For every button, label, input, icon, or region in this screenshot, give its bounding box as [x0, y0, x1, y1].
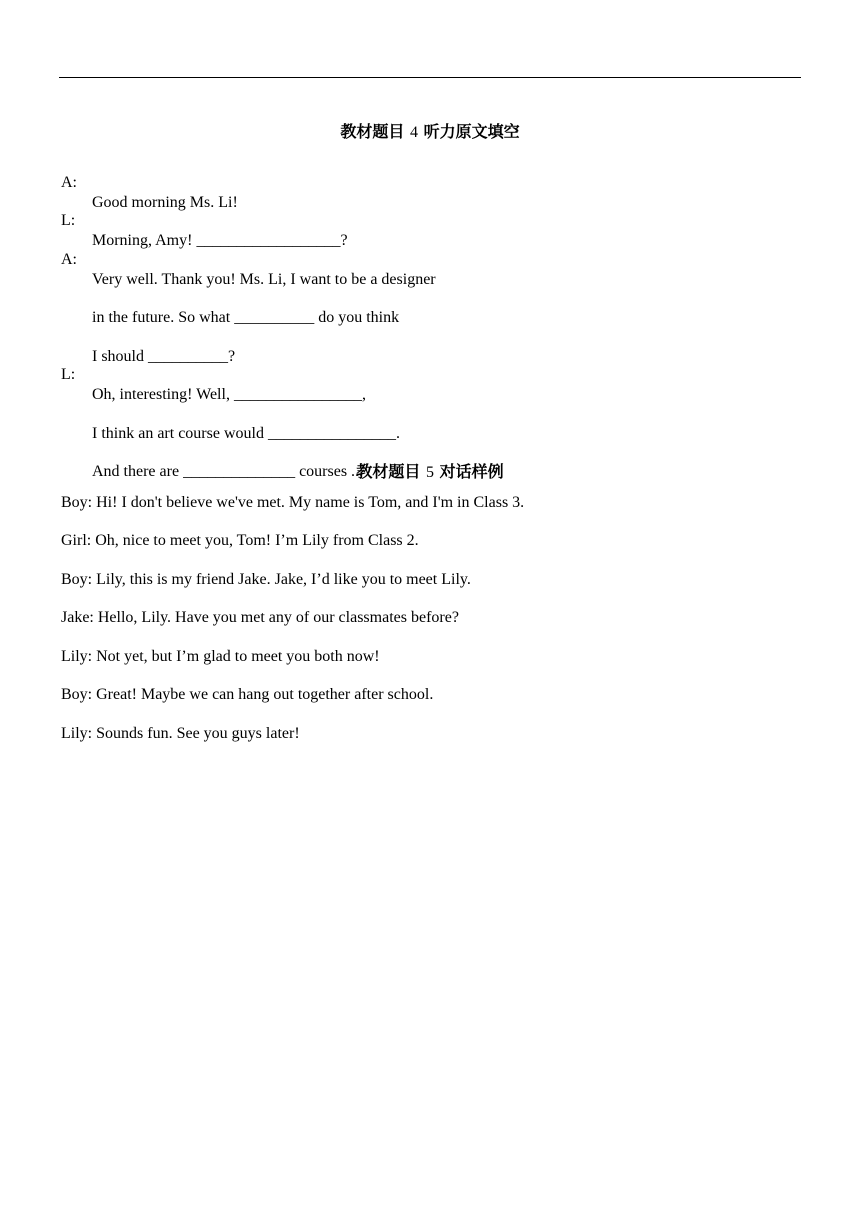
utterance-text: Morning, Amy! __________________? [92, 232, 348, 249]
utterance-text: I should __________? [92, 348, 236, 365]
speaker-label: A: [61, 174, 77, 191]
utterance-text: I think an art course would ________________. [92, 425, 400, 442]
speaker-label: L: [61, 366, 76, 383]
section-4-heading [0, 122, 860, 143]
sample-dialogue-line: Girl: Oh, nice to meet you, Tom! I’m Lily from Class 2. [61, 532, 419, 549]
sample-dialogue-line: Boy: Hi! I don't believe we've met. My name is Tom, and I'm in Class 3. [61, 494, 525, 511]
sample-dialogue-line: Jake: Hello, Lily. Have you met any of our classmates before? [61, 609, 459, 626]
utterance-text: in the future. So what __________ do you think [92, 309, 400, 326]
sample-dialogue-line: Boy: Lily, this is my friend Jake. Jake, I’d like you to meet Lily. [61, 571, 471, 588]
section-5-heading-prefix: 教材题目 [356, 462, 421, 481]
section-5-heading-title: 对话样例 [439, 462, 504, 481]
utterance-text: Good morning Ms. Li! [92, 194, 238, 211]
utterance-text: Oh, interesting! Well, ________________, [92, 386, 366, 403]
section-5-heading [0, 462, 860, 483]
section-4-heading-number: 4 [410, 124, 418, 141]
sample-dialogue-line: Lily: Not yet, but I’m glad to meet you both now! [61, 648, 380, 665]
speaker-label: L: [61, 212, 76, 229]
utterance-text: And there are ______________ courses ... [92, 463, 364, 480]
utterance-text: Very well. Thank you! Ms. Li, I want to be a designer [92, 271, 436, 288]
sample-dialogue-line: Boy: Great! Maybe we can hang out together after school. [61, 686, 434, 703]
sample-dialogue-line: Lily: Sounds fun. See you guys later! [61, 725, 300, 742]
header-rule [59, 77, 801, 78]
speaker-label: A: [61, 251, 77, 268]
section-4-heading-prefix: 教材题目 [340, 122, 405, 141]
section-5-heading-number: 5 [426, 464, 434, 481]
section-4-heading-title: 听力原文填空 [423, 122, 520, 141]
